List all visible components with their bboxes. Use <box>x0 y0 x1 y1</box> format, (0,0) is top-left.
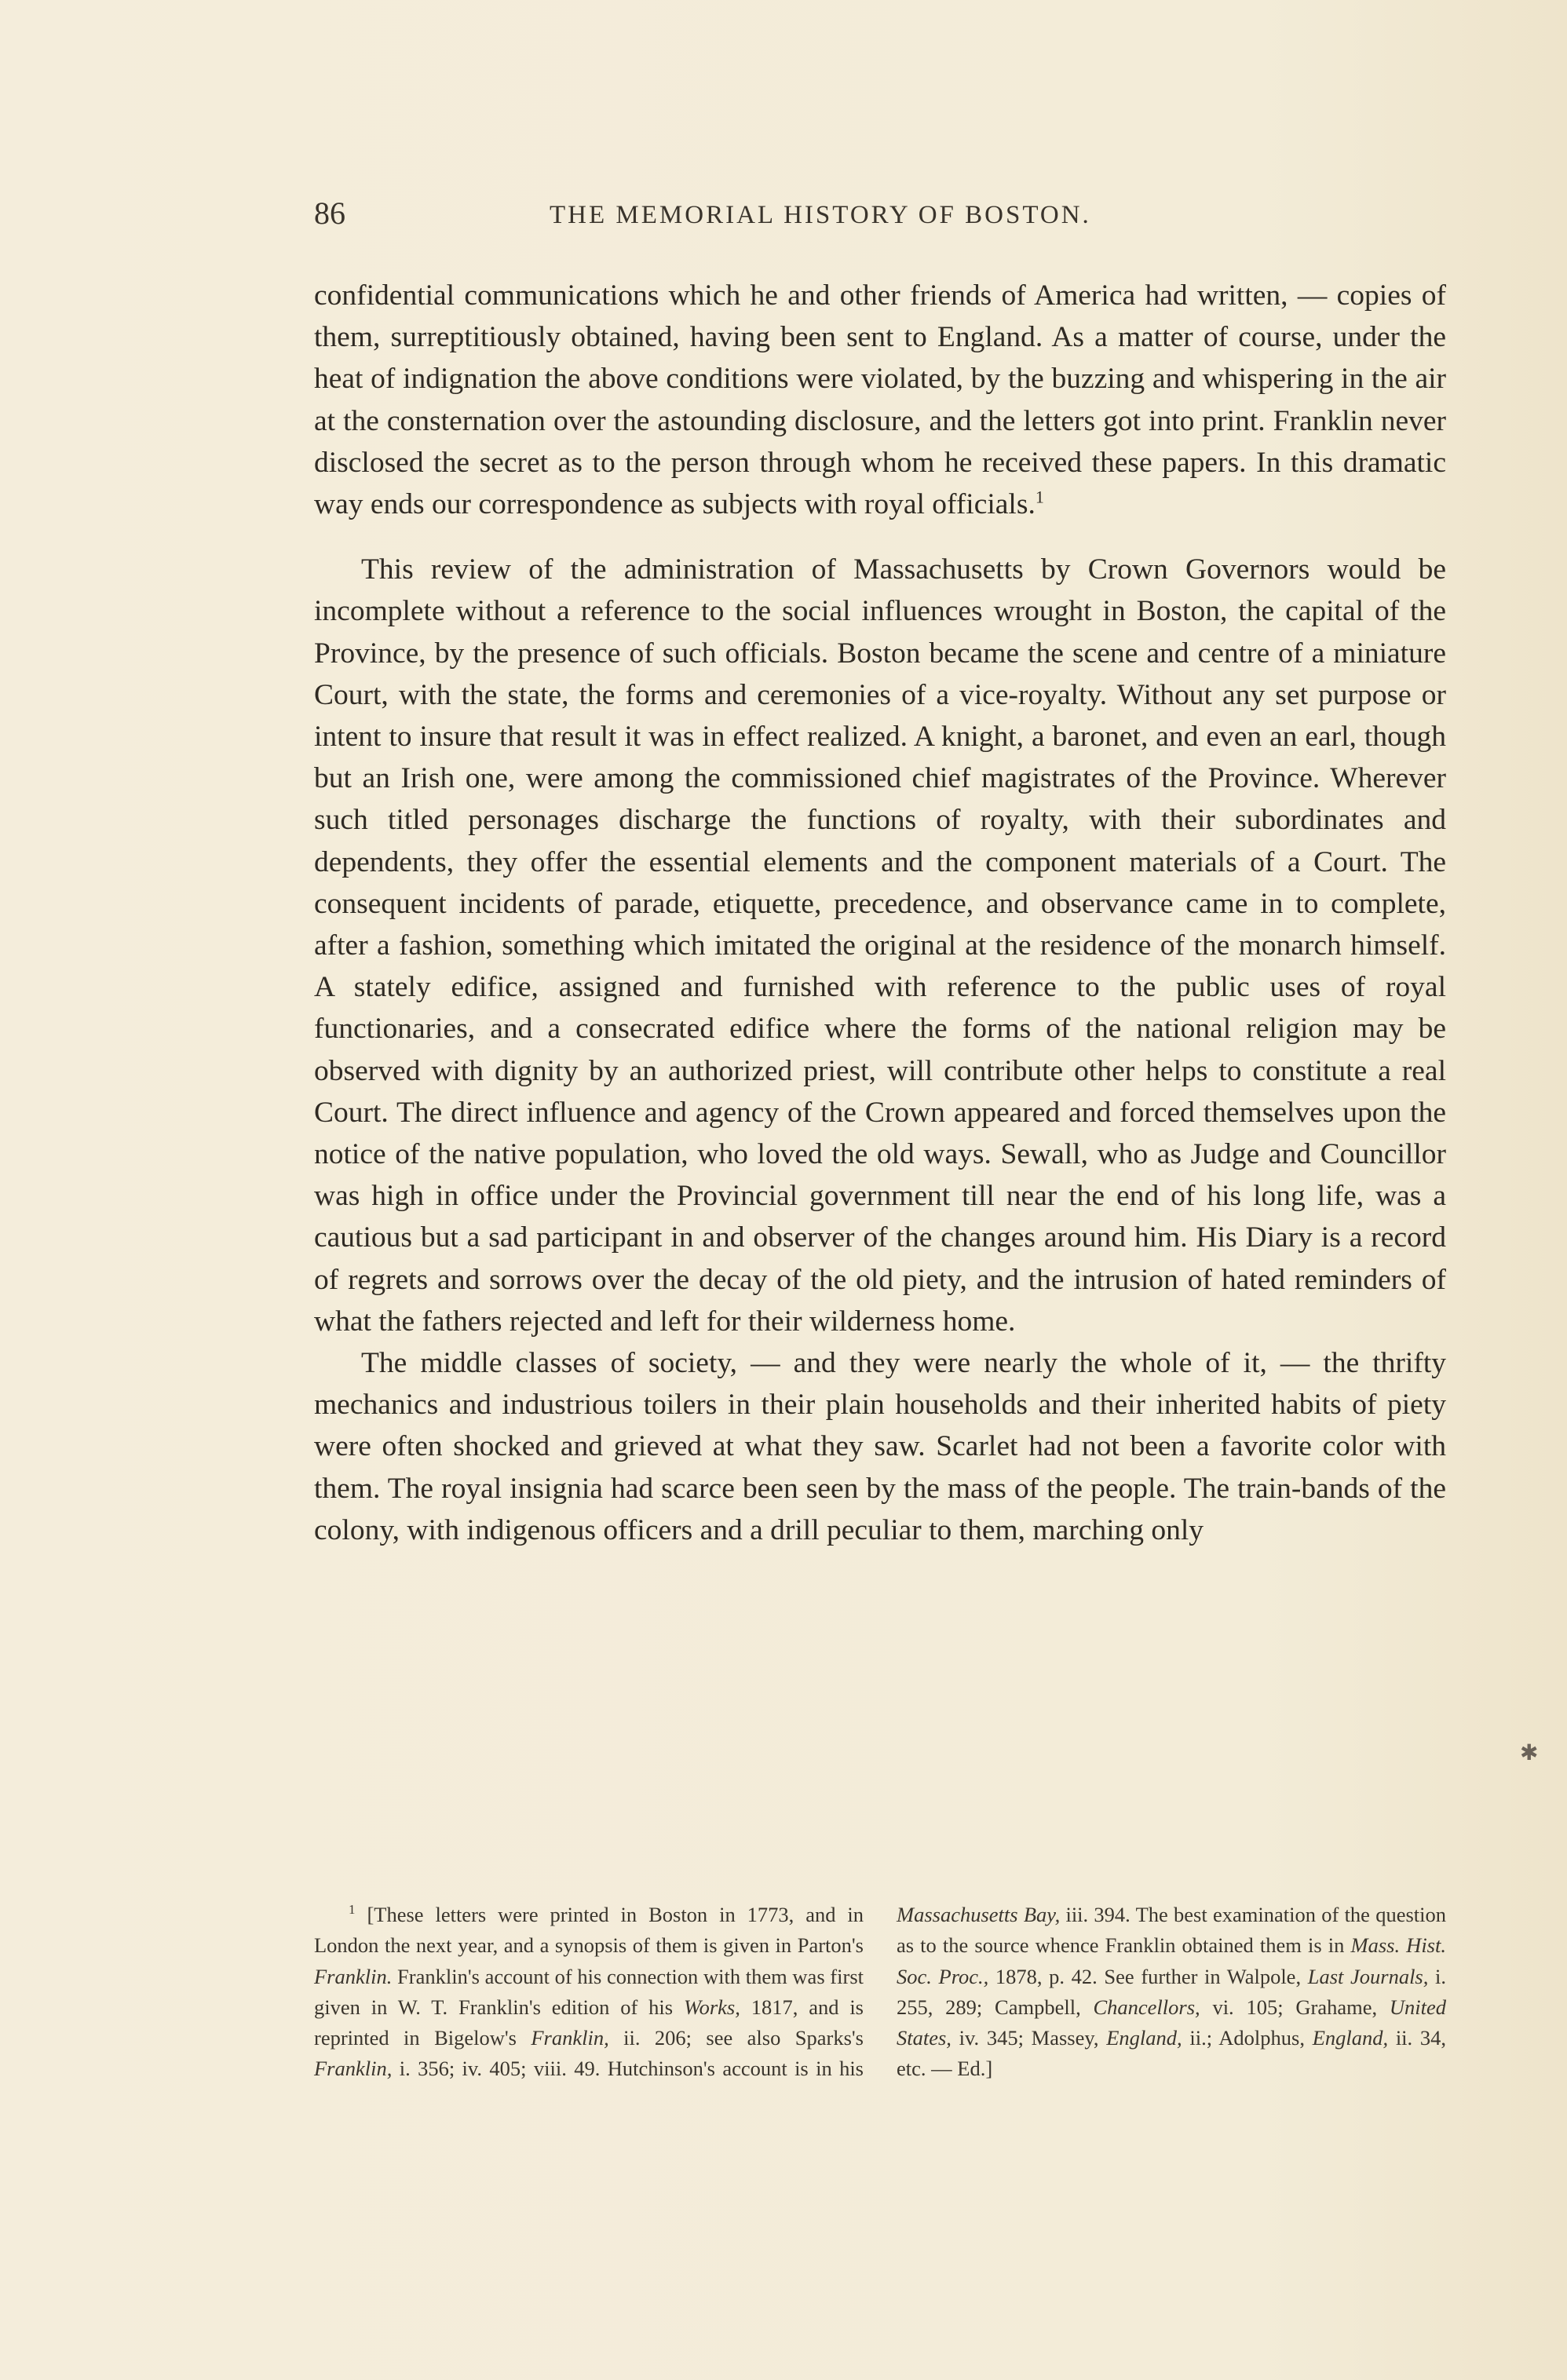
footnote-segment: ii. 206; see also Sparks's <box>608 2026 864 2050</box>
footnote-citation-italic: Mass. Hist. Soc. Proc., <box>897 1933 1446 1988</box>
footnote-citation-italic: Massachusetts Bay, <box>897 1903 1061 1926</box>
footnote-citation-italic: Works, <box>683 1995 740 2019</box>
footnote-citation-italic: Last Journals, <box>1307 1964 1429 1988</box>
footnote-marker: 1 <box>349 1902 356 1918</box>
footnote-segment: i. 356; iv. 405; viii. 49. Hutchinson's account is in his <box>392 2057 864 2081</box>
running-title: THE MEMORIAL HISTORY OF BOSTON. <box>550 201 1091 229</box>
footnote-reference: 1 <box>1035 487 1044 507</box>
footnote-text <box>314 1903 1446 2080</box>
page-number: 86 <box>314 195 345 231</box>
footnote-citation-italic: Franklin, <box>531 2026 609 2050</box>
paragraph-2: This review of the administration of Massachusetts by Crown Governors would be incomplete without a reference to the social influences wrought in Boston, the capital of the Province, by the presence of such officials. Boston became the scene and centre of a miniature Court, with the state, the forms and ceremonies of a vice-royalty. Without any set purpose or intent to insure that result it was in effect realized. A knight, a baronet, and even an earl, though but an Irish one, were among the commissioned chief magistrates of the Province. Wherever such titled personages discharge the functions of royalty, with their subordinates and dependents, they offer the essential elements and the component materials of a Court. The consequent incidents of parade, etiquette, precedence, and observance came in to complete, after a fashion, something which imitated the original at the residence of the monarch himself. A stately edifice, assigned and furnished with reference to the public uses of royal functionaries, and a consecrated edifice where the forms of the national religion may be observed with dignity by an authorized priest, will contribute other helps to constitute a real Court. The direct influence and agency of the Crown appeared and forced themselves upon the notice of the native population, who loved the old ways. Sewall, who as Judge and Councillor was high in office under the Provincial government till near the end of his long life, was a cautious but a sad participant in and observer of the changes around him. His Diary is a record of regrets and sorrows over the decay of the old piety, and the intrusion of hated reminders of what the fathers rejected and left for their wilderness home. <box>314 553 1446 1338</box>
footnote-segment: [These letters were printed in Boston in 1773, and in London the next year, and a synopsis of them is given in Parton's <box>314 1903 864 1958</box>
page-header <box>314 195 1446 242</box>
footnote-block <box>314 1900 1446 2085</box>
margin-mark: ✱ <box>1520 1741 1539 1765</box>
paragraph-1-text: confidential communications which he and other friends of America had written, — copies of them, surreptitiously obtained, having been sent to England. As a matter of course, under the heat of indignation the above conditions were violated, by the buzzing and whispering in the air at the consternation over the astounding disclosure, and the letters got into print. Franklin never disclosed the secret as to the person through whom he received these papers. In this dramatic way ends our correspondence as subjects with royal officials. <box>314 279 1446 521</box>
footnote-citation-italic: England, <box>1312 2026 1389 2050</box>
footnote-segment: vi. 105; Grahame, <box>1200 1995 1390 2019</box>
footnote-citation-italic: Franklin, <box>314 2057 393 2081</box>
footnote-segment: 1878, p. 42. See further in Walpole, <box>988 1964 1308 1988</box>
footnote-citation-italic: Franklin. <box>314 1964 393 1988</box>
paragraph-1 <box>314 275 1446 525</box>
footnote-segment: 1817, and is reprinted in Bigelow's <box>314 1995 864 2050</box>
footnote-segment: i. 255, 289; Campbell, <box>897 1964 1446 2019</box>
footnote-segment: ii. 34, etc. — Ed.] <box>897 2026 1446 2081</box>
footnote-segment: Franklin's account of his connection with them was first given in W. T. Franklin's edition of his <box>314 1964 864 2019</box>
footnote-citation-italic: United States, <box>897 1995 1446 2050</box>
footnote-citation-italic: England, <box>1106 2026 1182 2050</box>
paragraph-3: The middle classes of society, — and they were nearly the whole of it, — the thrifty mechanics and industrious toilers in their plain households and their inherited habits of piety were often shocked and grieved at what they saw. Scarlet had not been a favorite color with them. The royal insignia had scarce been seen by the mass of the people. The train-bands of the colony, with indigenous officers and a drill peculiar to them, marching only <box>314 1347 1446 1546</box>
footnote-segment: ii.; Adolphus, <box>1182 2026 1313 2050</box>
footnote-segment: iv. 345; Massey, <box>951 2026 1107 2050</box>
footnote-citation-italic: Chancellors, <box>1093 1995 1200 2019</box>
main-text <box>314 275 1446 1551</box>
footnote-1 <box>314 1900 1446 2085</box>
footnote-segment: iii. 394. The best examination of the question as to the source whence Franklin obtained them is in <box>897 1903 1447 1958</box>
